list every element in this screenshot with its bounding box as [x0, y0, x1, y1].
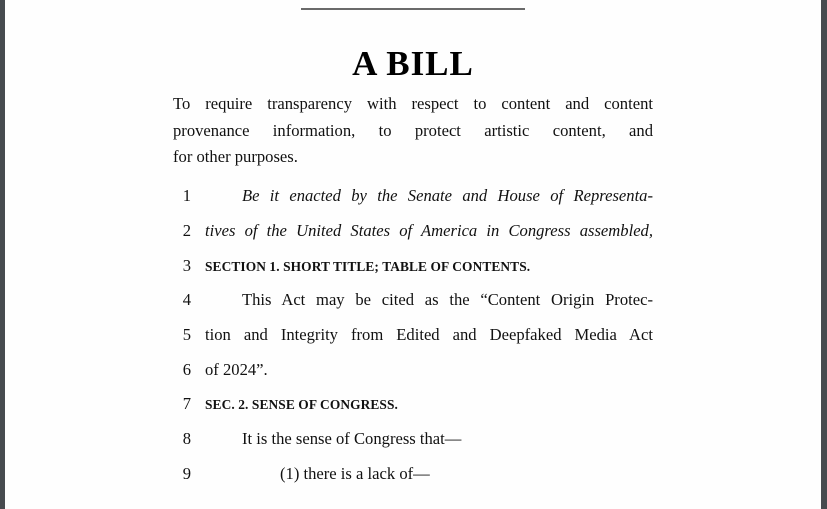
line-text: of 2024”. [205, 360, 268, 379]
bill-line [5, 464, 821, 488]
line-number: 4 [182, 290, 191, 309]
bill-line [5, 394, 821, 418]
top-rule-divider [301, 8, 525, 10]
line-text: This Act may be cited as the “Content Origin Protec- [242, 290, 653, 309]
line-number: 9 [182, 464, 191, 483]
bill-line [5, 221, 821, 245]
section-heading: SEC. 2. SENSE OF CONGRESS. [205, 397, 398, 412]
line-text: tives of the United States of America in Congress assembled, [205, 221, 653, 240]
line-number: 1 [182, 186, 191, 205]
line-text: tion and Integrity from Edited and Deepfaked Media Act [205, 325, 653, 344]
line-text: (1) there is a lack of— [280, 464, 430, 483]
document-page [5, 0, 821, 509]
purpose-line-1: To require transparency with respect to content and content [173, 94, 653, 113]
line-number: 7 [182, 394, 191, 413]
bill-title: A BILL [352, 44, 474, 83]
section-heading: SECTION 1. SHORT TITLE; TABLE OF CONTENTS. [205, 259, 531, 274]
bill-line [5, 256, 821, 280]
line-text: Be it enacted by the Senate and House of Representa- [242, 186, 653, 205]
line-number: 8 [182, 429, 191, 448]
bill-line [5, 429, 821, 453]
bill-line [5, 360, 821, 384]
line-number: 2 [182, 221, 191, 240]
line-number: 6 [182, 360, 191, 379]
line-number: 3 [182, 256, 191, 275]
purpose-line-3: for other purposes. [173, 147, 298, 166]
bill-line [5, 186, 821, 210]
line-number: 5 [182, 325, 191, 344]
line-text: It is the sense of Congress that— [242, 429, 462, 448]
purpose-line-2: provenance information, to protect artistic content, and [173, 120, 653, 140]
bill-line [5, 290, 821, 314]
bill-line [5, 325, 821, 349]
bill-purpose [173, 91, 653, 171]
